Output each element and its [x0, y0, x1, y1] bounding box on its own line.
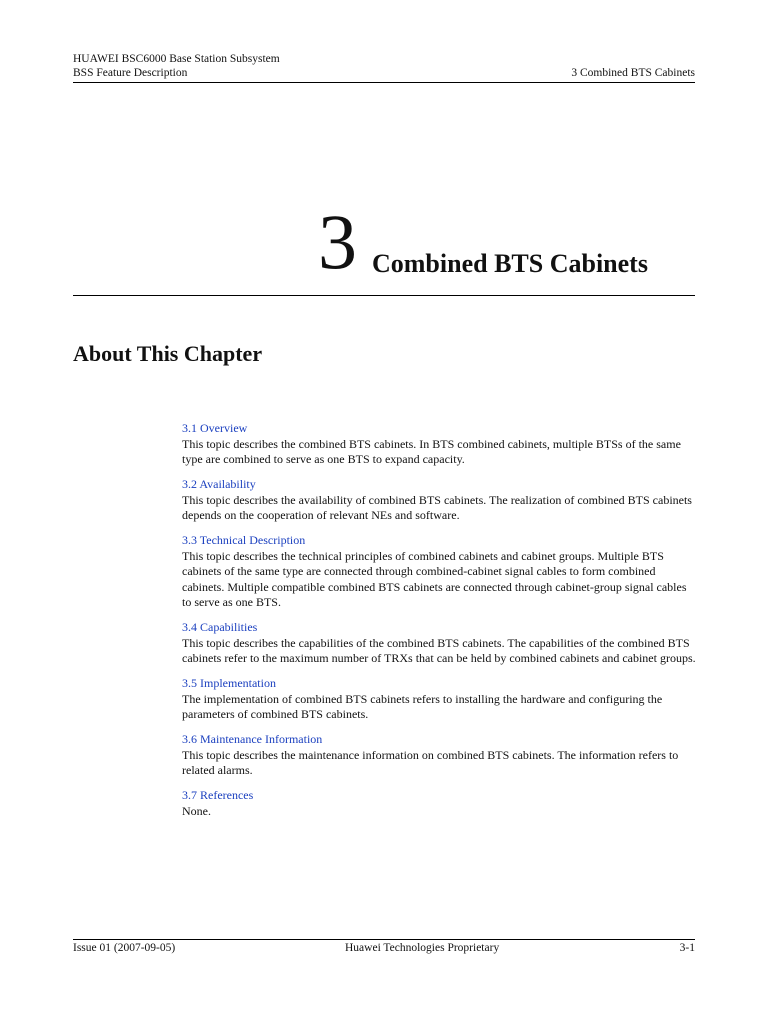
topic-entry	[182, 788, 697, 819]
chapter-title: Combined BTS Cabinets	[372, 249, 648, 278]
topic-link-implementation[interactable]: 3.5 Implementation	[182, 676, 276, 690]
topic-link-availability[interactable]: 3.2 Availability	[182, 477, 256, 491]
topic-entry	[182, 533, 697, 611]
header-chapter-ref: 3 Combined BTS Cabinets	[571, 67, 695, 79]
topic-link-references[interactable]: 3.7 References	[182, 788, 254, 802]
topic-link-overview[interactable]: 3.1 Overview	[182, 421, 248, 435]
topic-entry	[182, 676, 697, 723]
header-product: HUAWEI BSC6000 Base Station Subsystem	[73, 53, 280, 65]
header-manual: BSS Feature Description	[73, 67, 188, 79]
footer-proprietary: Huawei Technologies Proprietary	[345, 942, 500, 954]
about-heading: About This Chapter	[73, 341, 263, 366]
topic-description: This topic describes the combined BTS cabinets. In BTS combined cabinets, multiple BTSs of the same type are combined to serve as one BTS to expand capacity.	[182, 436, 681, 466]
topic-entry	[182, 620, 697, 667]
header-rule	[73, 82, 695, 83]
topic-description: This topic describes the technical principles of combined cabinets and cabinet groups. Multiple BTS cabinets of the same type are connected through combined-cabinet signal cables to form combined cabinets. Multiple compatible combined BTS cabinets are connected through cabinet-group signal cables to serve as one BTS.	[182, 548, 687, 609]
topic-entry	[182, 477, 697, 524]
topic-link-capabilities[interactable]: 3.4 Capabilities	[182, 620, 258, 634]
topic-link-technical-description[interactable]: 3.3 Technical Description	[182, 533, 306, 547]
topic-description: This topic describes the capabilities of the combined BTS cabinets. The capabilities of the combined BTS cabinets refer to the maximum number of TRXs that can be held by combined cabinets and cabinet groups.	[182, 635, 696, 665]
topic-description: None.	[182, 803, 211, 818]
topic-description: This topic describes the maintenance information on combined BTS cabinets. The information refers to related alarms.	[182, 747, 679, 777]
chapter-number: 3	[318, 198, 357, 285]
footer-page-number: 3-1	[679, 942, 695, 954]
topic-list	[182, 421, 697, 829]
footer-issue: Issue 01 (2007-09-05)	[73, 942, 176, 954]
topic-link-maintenance-information[interactable]: 3.6 Maintenance Information	[182, 732, 323, 746]
topic-entry	[182, 732, 697, 779]
chapter-rule	[73, 295, 695, 296]
footer-rule	[73, 939, 695, 940]
topic-description: This topic describes the availability of combined BTS cabinets. The realization of combined BTS cabinets depends on the cooperation of relevant NEs and software.	[182, 492, 692, 522]
topic-description: The implementation of combined BTS cabinets refers to installing the hardware and configuring the parameters of combined BTS cabinets.	[182, 691, 663, 721]
topic-entry	[182, 421, 697, 468]
